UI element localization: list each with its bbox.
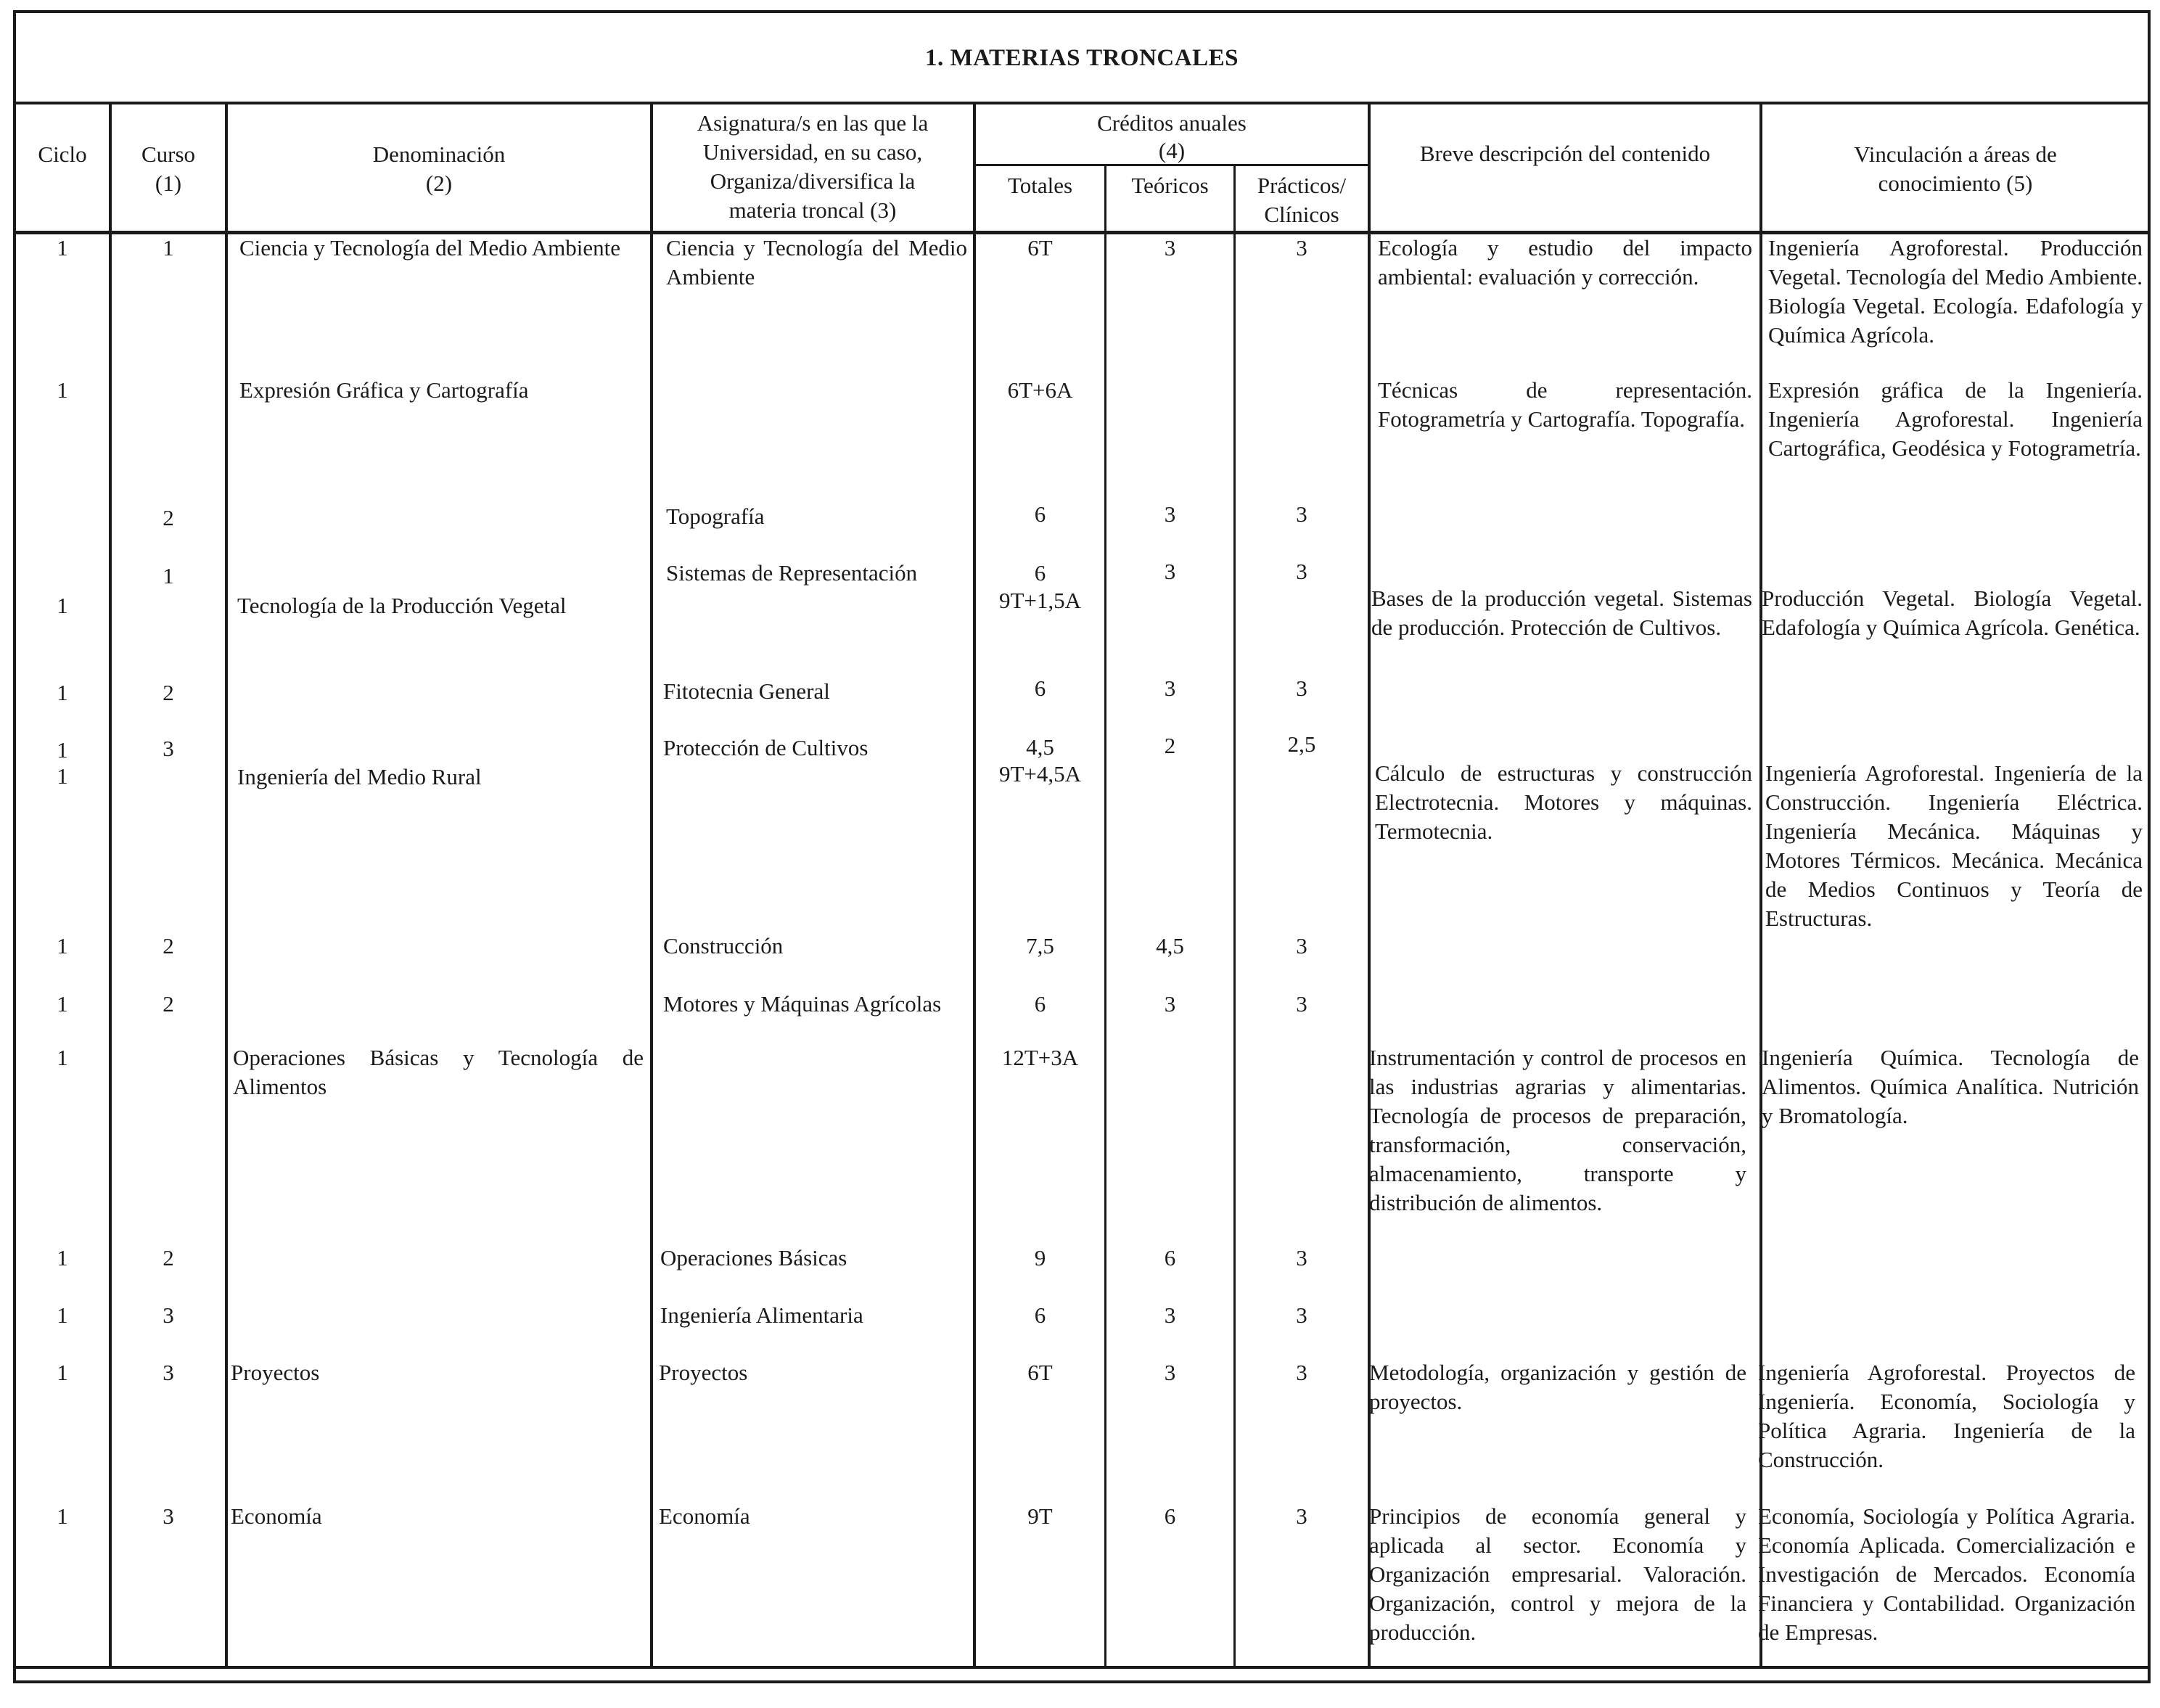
col-divider [225, 103, 228, 1667]
cell-ciclo: 1 [57, 1360, 68, 1385]
cell-totales: 6 [1034, 501, 1046, 527]
header-descripcion: Breve descripción del contenido [1419, 141, 1711, 166]
cell-denominacion: Operaciones Básicas y Tecnología de Alimentos [233, 1045, 644, 1099]
cell-ciclo: 1 [57, 377, 68, 403]
cell-totales: 6T [1027, 1360, 1053, 1385]
cell-asignatura: Proyectos [659, 1360, 748, 1385]
col-divider [109, 103, 112, 1667]
cell-curso: 3 [163, 736, 174, 761]
cell-practicos: 3 [1296, 501, 1307, 527]
cell-denominacion: Expresión Gráfica y Cartografía [239, 377, 529, 403]
cell-ciclo: 1 [57, 680, 68, 705]
cell-totales: 6 [1034, 676, 1046, 701]
cell-vinculacion: Ingeniería Agroforestal. Producción Vegetal. Tecnología del Medio Ambiente. Biología Vegetal. Ecología. Edafología y Química Agrícola. [1768, 235, 2143, 348]
cell-practicos: 3 [1296, 933, 1307, 958]
cell-asignatura: Fitotecnia General [663, 678, 830, 704]
cell-ciclo: 1 [57, 235, 68, 260]
cell-practicos: 3 [1296, 1360, 1307, 1385]
cell-curso: 1 [163, 563, 174, 588]
cell-ciclo: 1 [57, 593, 68, 618]
cell-descripcion: Ecología y estudio del impacto ambiental: evaluación y corrección. [1378, 235, 1752, 290]
cell-ciclo: 1 [57, 933, 68, 958]
cell-asignatura: Topografía [666, 504, 765, 529]
cell-ciclo: 1 [57, 737, 68, 763]
cell-curso: 2 [163, 1245, 174, 1270]
cell-totales: 9 [1034, 1245, 1046, 1270]
cell-vinculacion: Economía, Sociología y Política Agraria. Economía Aplicada. Comercialización e Investigación de Mercados. Economía Financiera y Contabilidad. Organización de Empresas. [1758, 1503, 2135, 1645]
cell-totales: 6T [1027, 235, 1053, 260]
cell-asignatura: Ciencia y Tecnología del Medio Ambiente [666, 235, 967, 290]
col-divider [650, 103, 653, 1667]
cell-totales: 7,5 [1026, 933, 1054, 958]
col-divider [1233, 165, 1236, 1667]
cell-practicos: 3 [1296, 1245, 1307, 1270]
cell-curso: 3 [163, 1302, 174, 1328]
cell-teoricos: 3 [1164, 235, 1176, 260]
cell-totales: 6T+6A [1007, 377, 1073, 403]
cell-practicos: 3 [1296, 1503, 1307, 1529]
cell-descripcion: Metodología, organización y gestión de proyectos. [1369, 1360, 1746, 1414]
cell-curso: 2 [163, 505, 174, 530]
cell-denominacion: Economía [231, 1503, 322, 1529]
cell-curso: 2 [163, 680, 174, 705]
cell-teoricos: 4,5 [1156, 933, 1184, 958]
cell-practicos: 2,5 [1287, 731, 1316, 757]
cell-practicos: 3 [1296, 235, 1307, 260]
title-divider [13, 102, 2151, 104]
cell-totales: 9T+1,5A [998, 588, 1082, 613]
cell-ciclo: 1 [57, 1245, 68, 1270]
cell-descripcion: Técnicas de representación. Fotogrametría y Cartografía. Topografía. [1378, 377, 1752, 432]
header-denominacion: Denominación [372, 141, 506, 167]
cell-denominacion: Tecnología de la Producción Vegetal [237, 593, 567, 618]
cell-practicos: 3 [1296, 991, 1307, 1017]
cell-ciclo: 1 [57, 1503, 68, 1529]
footer-divider [13, 1666, 2151, 1669]
cell-teoricos: 3 [1164, 501, 1176, 527]
cell-totales: 6 [1034, 560, 1046, 586]
header-totales: Totales [1007, 173, 1073, 198]
cell-teoricos: 3 [1164, 1302, 1176, 1328]
header-creditos-note: (4) [1158, 138, 1186, 163]
cell-curso: 1 [163, 235, 174, 260]
cell-asignatura: Operaciones Básicas [660, 1245, 847, 1270]
cell-teoricos: 6 [1164, 1245, 1176, 1270]
cell-curso: 3 [163, 1360, 174, 1385]
cell-asignatura: Ingeniería Alimentaria [660, 1302, 863, 1328]
cell-asignatura: Protección de Cultivos [663, 735, 868, 760]
cell-curso: 2 [163, 991, 174, 1017]
cell-curso: 2 [163, 933, 174, 958]
header-creditos: Créditos anuales [1097, 110, 1247, 136]
cell-vinculacion: Expresión gráfica de la Ingeniería. Ingeniería Agroforestal. Ingeniería Cartográfica, Geodésica y Fotogrametría. [1768, 377, 2143, 461]
cell-asignatura: Construcción [663, 933, 784, 958]
cell-totales: 12T+3A [1001, 1045, 1079, 1070]
cell-ciclo: 1 [57, 1302, 68, 1328]
cell-descripcion: Principios de economía general y aplicada al sector. Economía y Organización empresarial. Valoración. Organización, control y mejora de la producción. [1369, 1503, 1746, 1645]
cell-teoricos: 3 [1164, 676, 1176, 701]
cell-asignatura: Motores y Máquinas Agrícolas [663, 991, 942, 1017]
cell-curso: 3 [163, 1503, 174, 1529]
cell-teoricos: 3 [1164, 559, 1176, 584]
cell-totales: 6 [1034, 991, 1046, 1017]
cell-teoricos: 3 [1164, 1360, 1176, 1385]
cell-descripcion: Bases de la producción vegetal. Sistemas de producción. Protección de Cultivos. [1371, 586, 1752, 640]
header-teoricos: Teóricos [1131, 173, 1209, 198]
cell-descripcion: Cálculo de estructuras y construcción Electrotecnia. Motores y máquinas. Termotecnia. [1375, 760, 1752, 844]
cell-descripcion: Instrumentación y control de procesos en las industrias agrarias y alimentarias. Tecnología de procesos de preparación, transformación, conservación, almacenamiento, transporte y distribución de alimentos. [1369, 1045, 1746, 1215]
cell-totales: 9T [1027, 1503, 1053, 1529]
cell-vinculacion: Producción Vegetal. Biología Vegetal. Edafología y Química Agrícola. Genética. [1762, 586, 2143, 640]
cell-asignatura: Sistemas de Representación [666, 560, 918, 586]
header-vinculacion: Vinculación a áreas de conocimiento (5) [1854, 141, 2057, 196]
header-curso: Curso [141, 141, 196, 167]
col-divider [1104, 165, 1106, 1667]
page-title: 1. MATERIAS TRONCALES [925, 45, 1239, 71]
col-divider [1368, 103, 1371, 1667]
cell-denominacion: Ciencia y Tecnología del Medio Ambiente [239, 235, 620, 260]
cell-denominacion: Proyectos [231, 1360, 320, 1385]
cell-totales: 4,5 [1026, 734, 1054, 760]
cell-ciclo: 1 [57, 991, 68, 1017]
cell-ciclo: 1 [57, 1045, 68, 1070]
cell-ciclo: 1 [57, 763, 68, 789]
cell-practicos: 3 [1296, 1302, 1307, 1328]
cell-denominacion: Ingeniería del Medio Rural [237, 764, 482, 789]
cell-teoricos: 2 [1164, 733, 1176, 758]
cell-asignatura: Economía [659, 1503, 750, 1529]
cell-practicos: 3 [1296, 676, 1307, 701]
header-asignatura: Asignatura/s en las que la Universidad, en su caso, Organiza/diversifica la materia troncal (3) [697, 110, 929, 223]
cell-totales: 9T+4,5A [998, 761, 1082, 787]
cell-teoricos: 3 [1164, 991, 1176, 1017]
col-divider [973, 103, 976, 1667]
header-ciclo: Ciclo [38, 141, 87, 167]
cell-vinculacion: Ingeniería Química. Tecnología de Alimentos. Química Analítica. Nutrición y Bromatología. [1762, 1045, 2139, 1128]
cell-vinculacion: Ingeniería Agroforestal. Ingeniería de la Construcción. Ingeniería Eléctrica. Ingeniería Mecánica. Máquinas y Motores Térmicos. Mecánica. Mecánica de Medios Continuos y Teoría de Estructuras. [1765, 760, 2143, 931]
cell-teoricos: 6 [1164, 1503, 1176, 1529]
cell-totales: 6 [1034, 1302, 1046, 1328]
header-denominacion-note: (2) [425, 171, 453, 196]
cell-vinculacion: Ingeniería Agroforestal. Proyectos de Ingeniería. Economía, Sociología y Política Agraria. Ingeniería de la Construcción. [1758, 1360, 2135, 1472]
header-practicos: Prácticos/ Clínicos [1257, 173, 1347, 227]
cell-practicos: 3 [1296, 559, 1307, 584]
header-curso-note: (1) [155, 171, 182, 196]
